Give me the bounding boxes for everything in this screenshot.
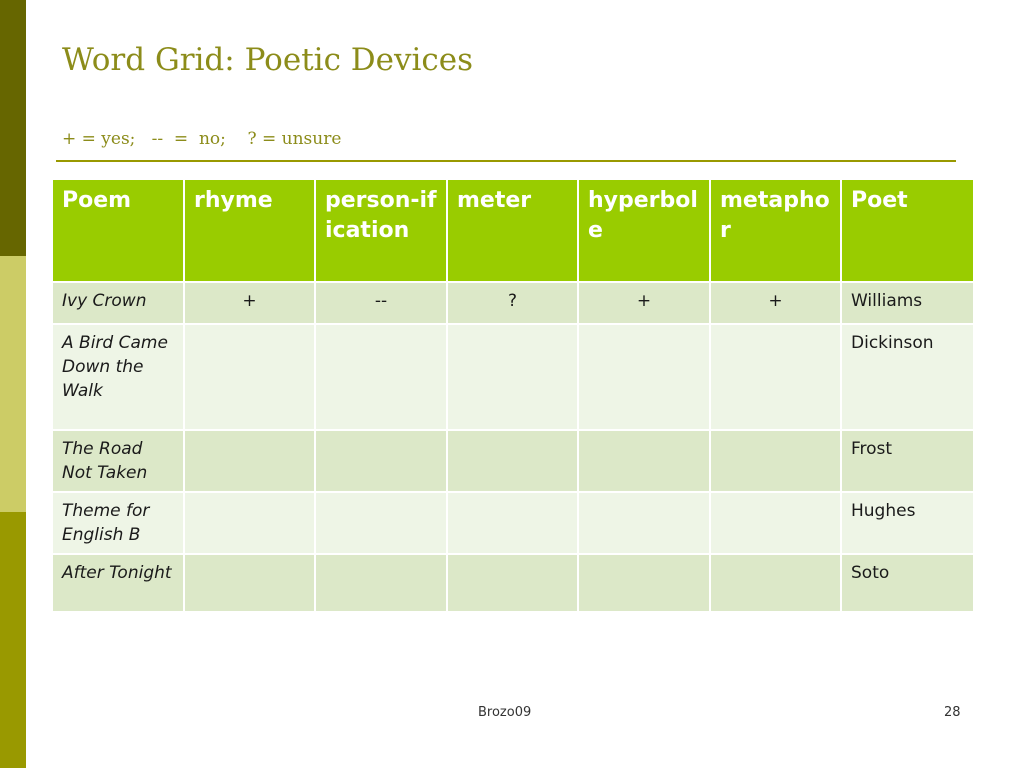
header-poem: Poem	[52, 179, 184, 282]
metaphor-cell: +	[710, 282, 841, 324]
hyperbole-cell	[578, 430, 710, 492]
rhyme-cell: +	[184, 282, 315, 324]
side-bar-top	[0, 0, 26, 256]
title-divider	[56, 160, 956, 162]
table-row	[52, 554, 974, 612]
poet-cell: Williams	[841, 282, 974, 324]
poet-cell: Dickinson	[841, 324, 974, 430]
personification-cell: --	[315, 282, 447, 324]
table-row	[52, 282, 974, 324]
hyperbole-cell	[578, 554, 710, 612]
personification-cell	[315, 554, 447, 612]
poem-cell: After Tonight	[52, 554, 184, 612]
poet-cell: Frost	[841, 430, 974, 492]
poet-cell: Hughes	[841, 492, 974, 554]
meter-cell: ?	[447, 282, 578, 324]
hyperbole-cell	[578, 492, 710, 554]
metaphor-cell	[710, 324, 841, 430]
rhyme-cell	[184, 492, 315, 554]
side-bar-middle	[0, 256, 26, 512]
header-metaphor: metaphor	[710, 179, 841, 282]
table-row	[52, 430, 974, 492]
meter-cell	[447, 324, 578, 430]
header-poet: Poet	[841, 179, 974, 282]
metaphor-cell	[710, 492, 841, 554]
poem-cell: The Road Not Taken	[52, 430, 184, 492]
poet-cell: Soto	[841, 554, 974, 612]
rhyme-cell	[184, 324, 315, 430]
rhyme-cell	[184, 554, 315, 612]
header-meter: meter	[447, 179, 578, 282]
personification-cell	[315, 492, 447, 554]
header-hyperbole: hyperbole	[578, 179, 710, 282]
personification-cell	[315, 324, 447, 430]
metaphor-cell	[710, 430, 841, 492]
hyperbole-cell: +	[578, 282, 710, 324]
metaphor-cell	[710, 554, 841, 612]
table-row	[52, 492, 974, 554]
header-rhyme: rhyme	[184, 179, 315, 282]
hyperbole-cell	[578, 324, 710, 430]
slide-title: Word Grid: Poetic Devices	[62, 42, 474, 78]
header-personification: person-ification	[315, 179, 447, 282]
side-bar-bottom	[0, 512, 26, 768]
page-number: 28	[944, 705, 961, 720]
poem-cell: A Bird Came Down the Walk	[52, 324, 184, 430]
meter-cell	[447, 430, 578, 492]
poem-cell: Ivy Crown	[52, 282, 184, 324]
meter-cell	[447, 554, 578, 612]
footer-text: Brozo09	[478, 705, 532, 720]
word-grid-table	[51, 178, 975, 613]
header-row	[52, 179, 974, 282]
personification-cell	[315, 430, 447, 492]
meter-cell	[447, 492, 578, 554]
rhyme-cell	[184, 430, 315, 492]
legend-text: + = yes; -- = no; ? = unsure	[62, 129, 342, 149]
table-row	[52, 324, 974, 430]
poem-cell: Theme for English B	[52, 492, 184, 554]
